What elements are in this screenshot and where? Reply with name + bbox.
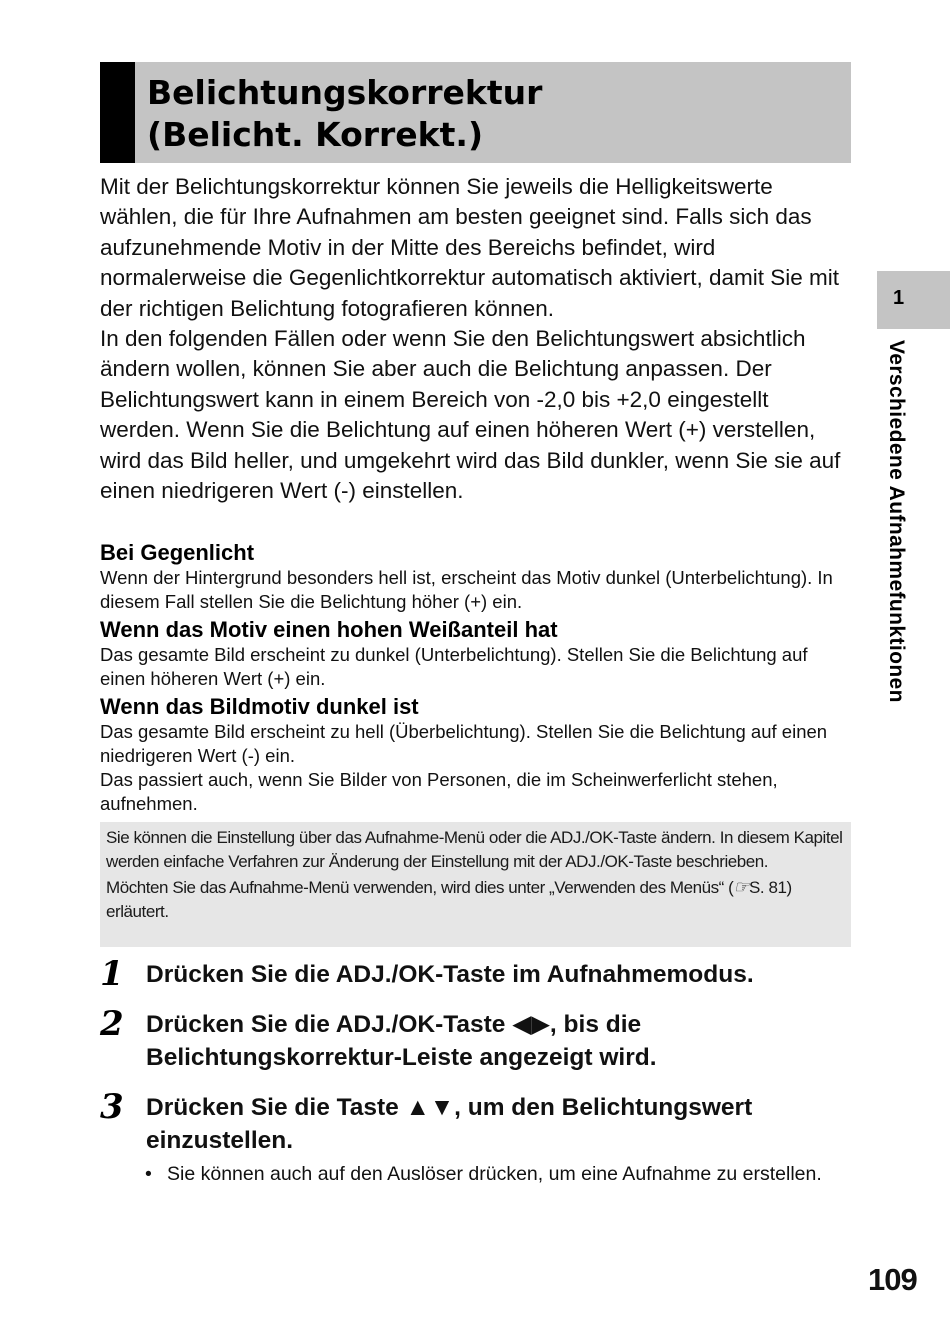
intro-text [100,172,852,506]
section-paragraph: Das gesamte Bild erscheint zu hell (Überbelichtung). Stellen Sie die Belichtung auf einen niedrigeren Wert (-) ein. [100,721,828,766]
page-reference-icon: ☞ [733,876,750,897]
section-body [100,643,852,691]
section-heading: Wenn das Motiv einen hohen Weißanteil hat [100,617,558,642]
bullet-icon: • [145,1163,152,1185]
section-backlight [100,540,852,614]
chapter-tab [877,271,950,329]
bullet-text: Sie können auch auf den Auslöser drücken, um eine Aufnahme zu erstellen. [167,1163,822,1185]
note-paragraph-1: Sie können die Einstellung über das Aufnahme-Menü oder die ADJ./OK-Taste ändern. In diesem Kapitel werden einfache Verfahren zur Änderung der Einstellung mit der ADJ./OK-Taste beschrieben. [106,828,843,872]
page-title [147,72,542,156]
note-box [100,822,851,947]
section-white-subject [100,617,852,691]
intro-paragraph-1: Mit der Belichtungskorrektur können Sie jeweils die Helligkeitswerte wählen, die für Ihre Aufnahmen am besten geeignet sind. Falls sich das aufzunehmende Motiv in der Mitte des Bereichs befindet, wird normalerweise die Gegenlichtkorrektur automatisch aktiviert, damit Sie mit der richtigen Belichtung fotografieren können. [100,174,840,321]
note-text-suffix: S. 81) erläutert. [106,877,792,922]
chapter-number: 1 [893,287,905,309]
step-text: Drücken Sie die ADJ./OK-Taste ◀▶, bis die Belichtungskorrektur-Leiste angezeigt wird. [146,1011,657,1071]
section-body [100,566,852,614]
step-text: Drücken Sie die ADJ./OK-Taste im Aufnahmemodus. [146,961,754,988]
intro-paragraph-2: In den folgenden Fällen oder wenn Sie den Belichtungswert absichtlich ändern wollen, können Sie aber auch die Belichtung anpassen. Der Belichtungswert kann in einem Bereich von -2,0 bis +2,0 eingestellt werden. Wenn Sie die Belichtung auf einen höheren Wert (+) verstellen, wird das Bild heller, und umgekehrt wird das Bild dunkler, wenn Sie sie auf einen niedrigeren Wert (-) einstellen. [100,326,841,504]
note-text-prefix: Möchten Sie das Aufnahme-Menü verwenden, wird dies unter „Verwenden des Menüs“ ( [106,877,734,897]
note-paragraph-2 [106,875,845,925]
page-title-line-2: (Belicht. Korrekt.) [147,115,484,154]
step-text: Drücken Sie die Taste ▲▼, um den Belichtungswert einzustellen. [146,1094,753,1154]
step-number: 1 [100,954,124,994]
section-paragraph: Wenn der Hintergrund besonders hell ist, erscheint das Motiv dunkel (Unterbelichtung). In diesem Fall stellen Sie die Belichtung höher (+) ein. [100,567,833,612]
tip-bullet [145,1162,835,1188]
page-title-box [100,62,851,163]
section-paragraph: Das gesamte Bild erscheint zu dunkel (Unterbelichtung). Stellen Sie die Belichtung auf einen höheren Wert (+) ein. [100,644,808,689]
step-number: 3 [100,1087,124,1127]
section-paragraph: Das passiert auch, wenn Sie Bilder von Personen, die im Scheinwerferlicht stehen, aufnehmen. [100,769,778,814]
page-number: 109 [868,1262,917,1297]
section-body [100,720,852,816]
section-heading: Wenn das Bildmotiv dunkel ist [100,694,419,719]
page-title-line-1: Belichtungskorrektur [147,73,543,112]
section-dark-subject [100,694,852,816]
section-heading: Bei Gegenlicht [100,540,255,565]
step-number: 2 [100,1004,124,1044]
chapter-title: Verschiedene Aufnahmefunktionen [885,340,908,703]
title-accent-bar [100,62,135,163]
